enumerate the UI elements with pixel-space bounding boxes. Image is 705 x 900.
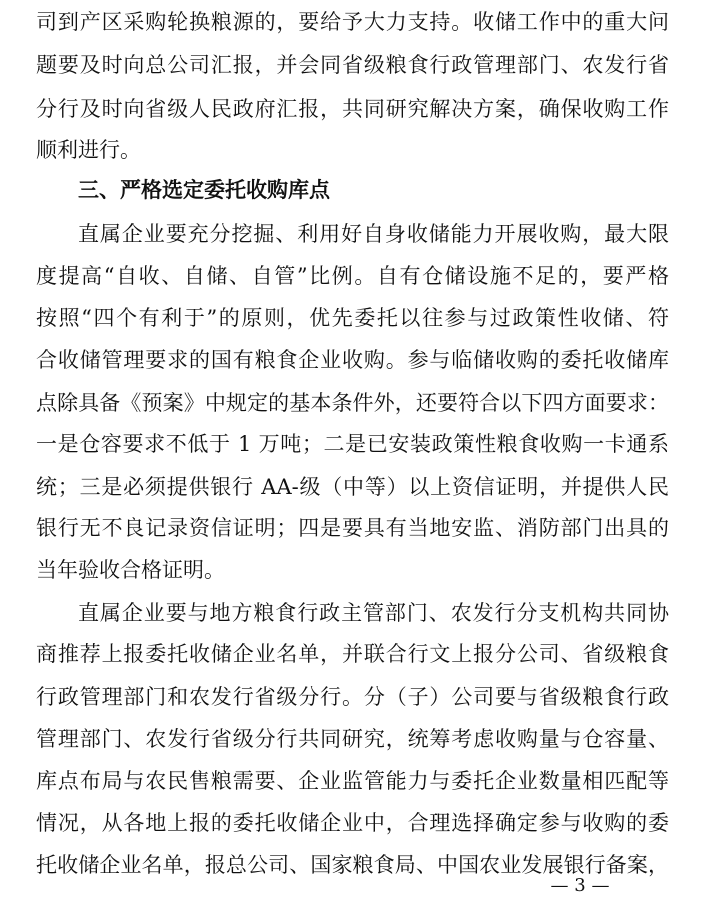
body-text-line: 度提高“自收、自储、自管”比例。自有仓储设施不足的，要严格	[36, 264, 669, 288]
body-text-line: 库点布局与农民售粮需要、企业监管能力与委托企业数量相匹配等	[36, 769, 669, 793]
body-text-line: 按照“四个有利于”的原则，优先委托以往参与过政策性收储、符	[36, 306, 669, 330]
body-text-line: 统；三是必须提供银行 AA-级（中等）以上资信证明，并提供人民	[36, 475, 669, 499]
body-text-line: 司到产区采购轮换粮源的，要给予大力支持。收储工作中的重大问	[36, 10, 669, 34]
page-number: — 3 —	[550, 875, 610, 896]
body-text-line: 一是仓容要求不低于 1 万吨；二是已安装政策性粮食收购一卡通系	[36, 432, 669, 456]
body-text-line: 行政管理部门和农发行省级分行。分（子）公司要与省级粮食行政	[36, 685, 669, 709]
body-text-line: 托收储企业名单，报总公司、国家粮食局、中国农业发展银行备案，	[36, 853, 669, 877]
body-text-line: 当年验收合格证明。	[36, 558, 225, 582]
body-text-line: 情况，从各地上报的委托收储企业中，合理选择确定参与收购的委	[36, 811, 669, 835]
body-text-line: 合收储管理要求的国有粮食企业收购。参与临储收购的委托收储库	[36, 348, 669, 372]
paragraph-first-line: 直属企业要充分挖掘、利用好自身收储能力开展收购，最大限	[78, 222, 669, 246]
body-text-line: 商推荐上报委托收储企业名单，并联合行文上报分公司、省级粮食	[36, 642, 669, 666]
body-text-line: 分行及时向省级人民政府汇报，共同研究解决方案，确保收购工作	[36, 97, 669, 121]
body-text-line: 题要及时向总公司汇报，并会同省级粮食行政管理部门、农发行省	[36, 53, 669, 77]
paragraph-first-line: 直属企业要与地方粮食行政主管部门、农发行分支机构共同协	[78, 601, 669, 625]
body-text-line: 点除具备《预案》中规定的基本条件外，还要符合以下四方面要求：	[36, 391, 669, 415]
body-text-line: 管理部门、农发行省级分行共同研究，统筹考虑收购量与仓容量、	[36, 727, 669, 751]
section-heading: 三、严格选定委托收购库点	[78, 178, 330, 202]
body-text-line: 顺利进行。	[36, 138, 141, 162]
body-text-line: 银行无不良记录资信证明；四是要具有当地安监、消防部门出具的	[36, 516, 669, 540]
